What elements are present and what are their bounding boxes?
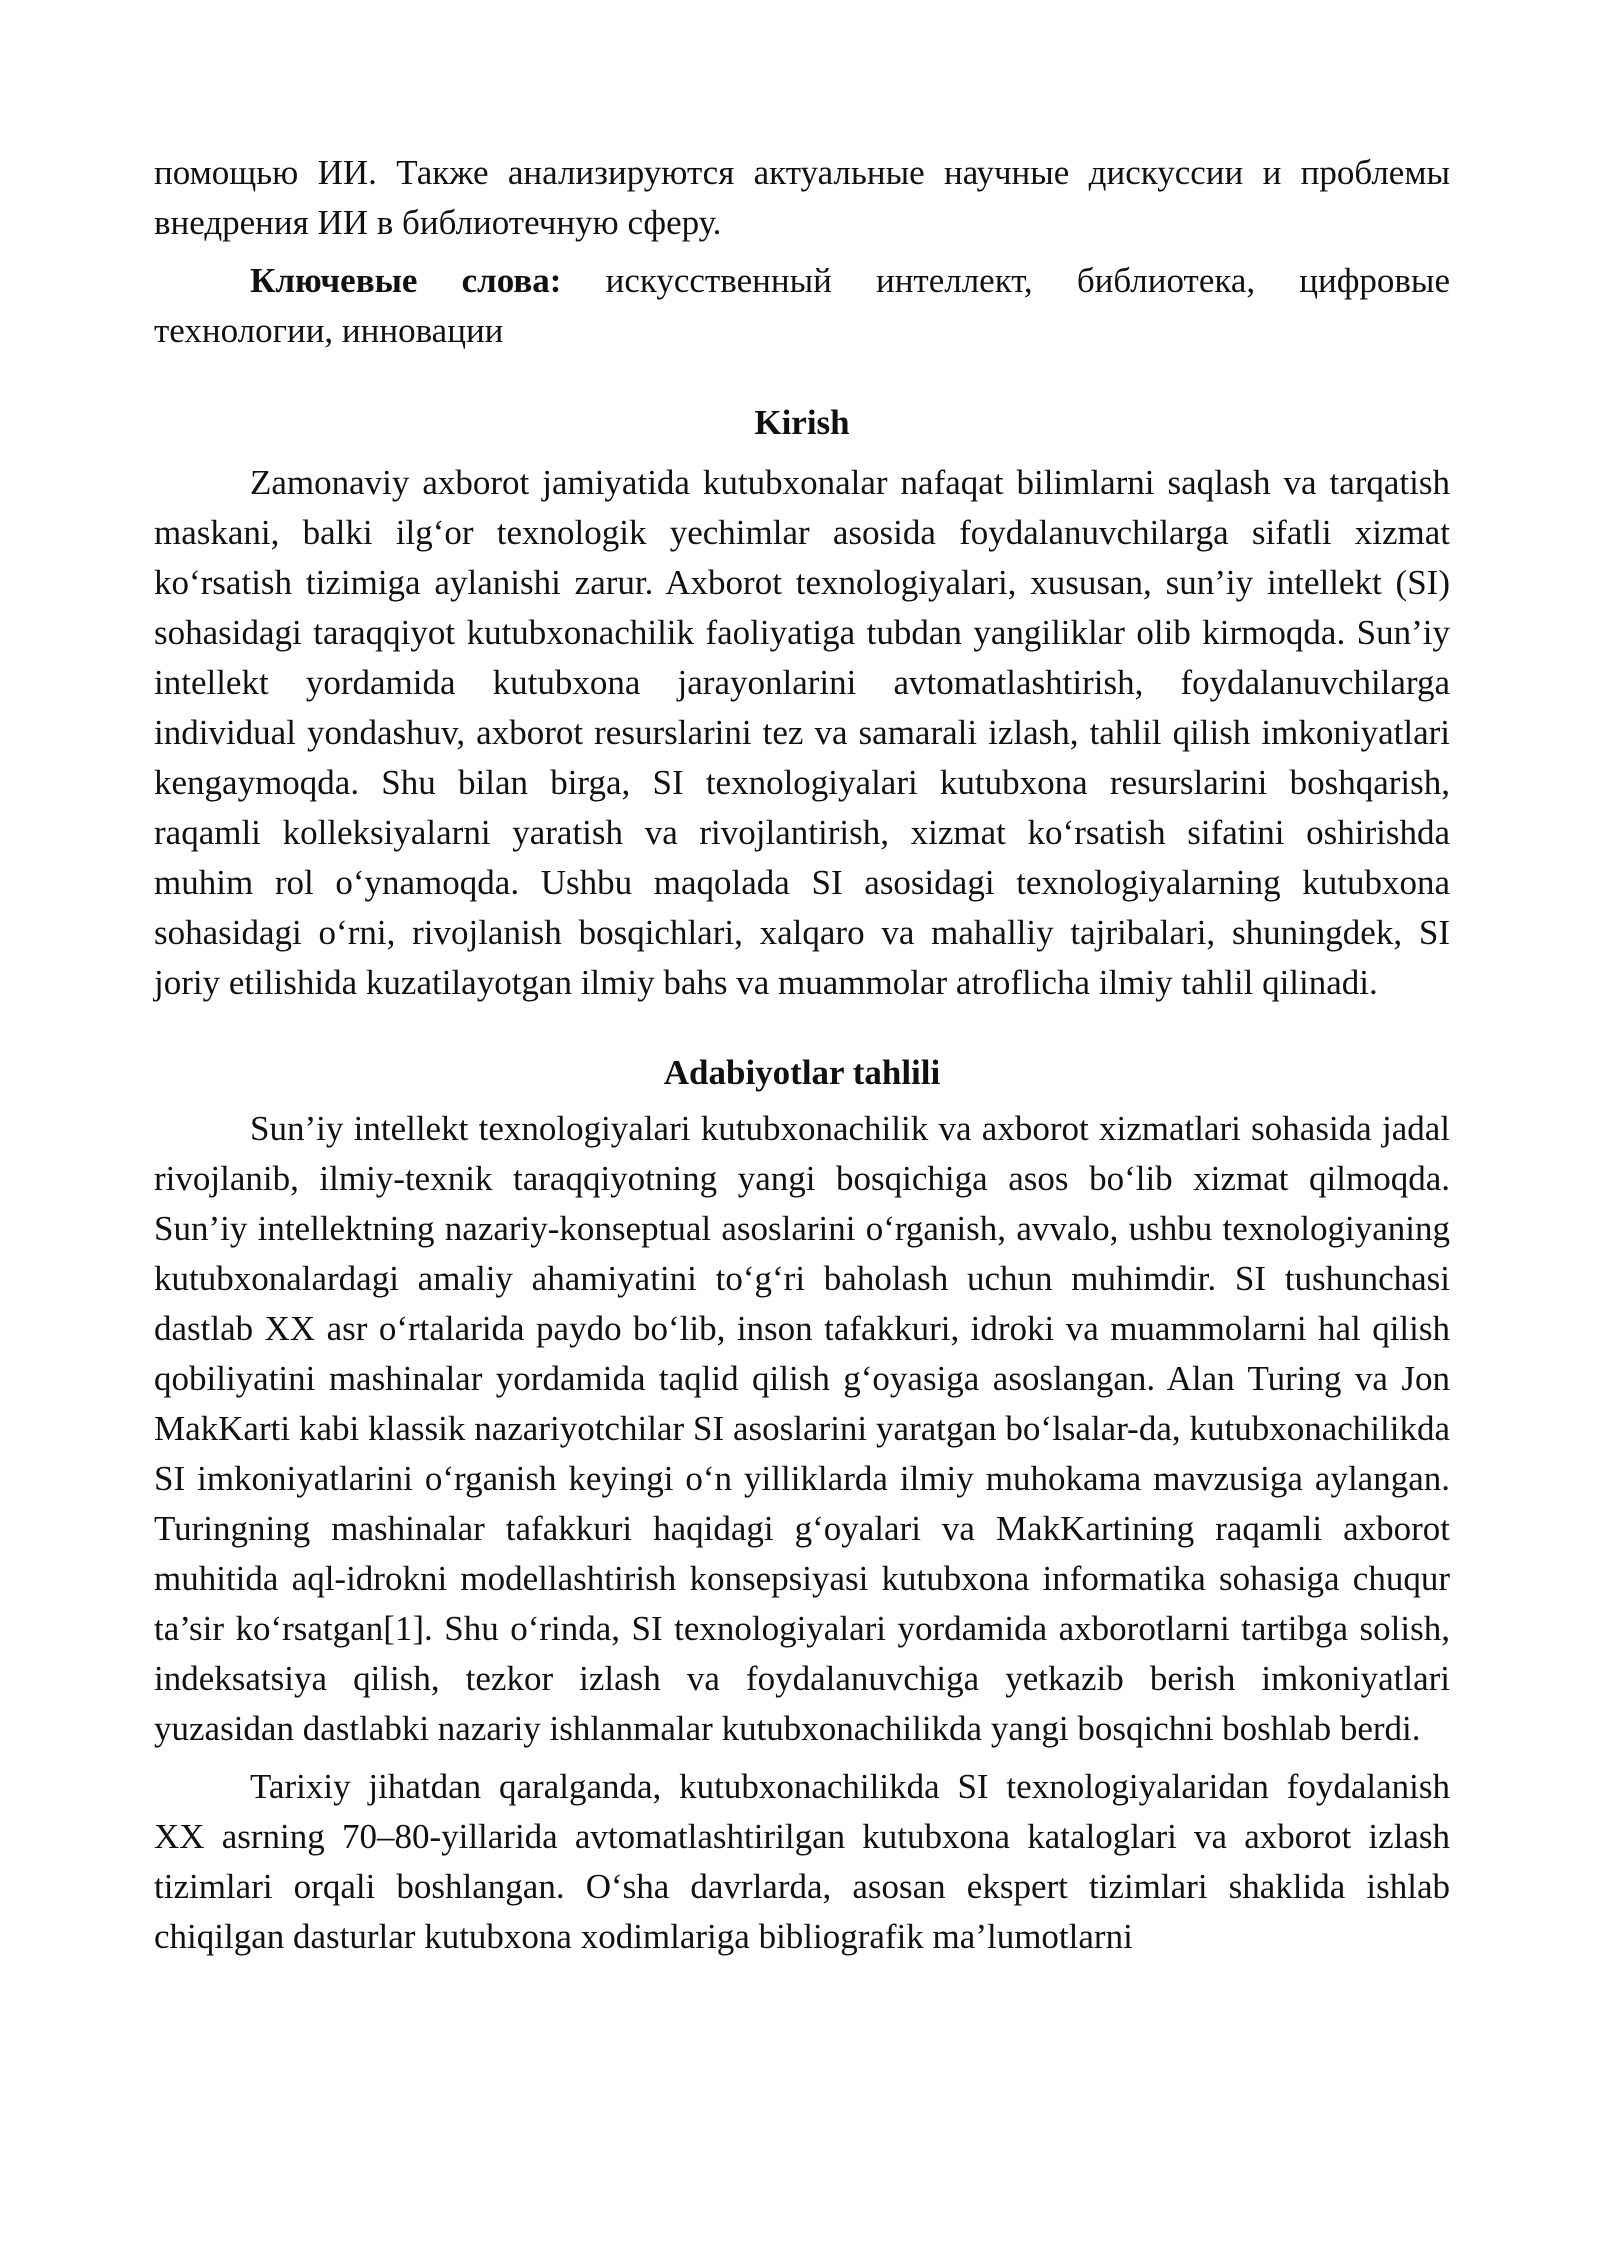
keywords-text: искусственный интеллект, библиотека, цифровые технологии, инновации: [154, 261, 1450, 350]
adabiyotlar-paragraph-2: Tarixiy jihatdan qaralganda, kutubxonachilikda SI texnologiyalaridan foydalanish XX asrning 70–80-yillarida avtomatlashtirilgan kutubxona kataloglari va axborot izlash tizimlari orqali boshlangan. O‘sha davrlarda, asosan ekspert tizimlari shaklida ishlab chiqilgan dasturlar kutubxona xodimlariga bibliografik ma’lumotlarni: [154, 1767, 1450, 1956]
abstract-tail-paragraph: помощью ИИ. Также анализируются актуальные научные дискуссии и проблемы внедрения ИИ в библиотечную сферу.: [154, 153, 1450, 242]
keywords-label: Ключевые слова:: [250, 261, 562, 300]
adabiyotlar-paragraph-1: Sun’iy intellekt texnologiyalari kutubxonachilik va axborot xizmatlari sohasida jadal rivojlanib, ilmiy-texnik taraqqiyotning yangi bosqichiga asos bo‘lib xizmat qilmoqda. Sun’iy intellektning nazariy-konseptual asoslarini o‘rganish, avvalo, ushbu texnologiyaning kutubxonalardagi amaliy ahamiyatini to‘g‘ri baholash uchun muhimdir. SI tushunchasi dastlab XX asr o‘rtalarida paydo bo‘lib, inson tafakkuri, idroki va muammolarni hal qilish qobiliyatini mashinalar yordamida taqlid qilish g‘oyasiga asoslangan. Alan Turing va Jon MakKarti kabi klassik nazariyotchilar SI asoslarini yaratgan bo‘lsalar-da, kutubxonachilikda SI imkoniyatlarini o‘rganish keyingi o‘n yilliklarda ilmiy muhokama mavzusiga aylangan. Turingning mashinalar tafakkuri haqidagi g‘oyalari va MakKartining raqamli axborot muhitida aql-idrokni modellashtirish konsepsiyasi kutubxona informatika sohasiga chuqur ta’sir ko‘rsatgan[1]. Shu o‘rinda, SI texnologiyalari yordamida axborotlarni tartibga solish, indeksatsiya qilish, tezkor izlash va foydalanuvchiga yetkazib berish imkoniyatlari yuzasidan dastlabki nazariy ishlanmalar kutubxonachilikda yangi bosqichni boshlab berdi.: [154, 1109, 1450, 1748]
kirish-paragraph: Zamonaviy axborot jamiyatida kutubxonalar nafaqat bilimlarni saqlash va tarqatish maskani, balki ilg‘or texnologik yechimlar asosida foydalanuvchilarga sifatli xizmat ko‘rsatish tizimiga aylanishi zarur. Axborot texnologiyalari, xususan, sun’iy intellekt (SI) sohasidagi taraqqiyot kutubxonachilik faoliyatiga tubdan yangiliklar olib kirmoqda. Sun’iy intellekt yordamida kutubxona jarayonlarini avtomatlashtirish, foydalanuvchilarga individual yondashuv, axborot resurslarini tez va samarali izlash, tahlil qilish imkoniyatlari kengaymoqda. Shu bilan birga, SI texnologiyalari kutubxona resurslarini boshqarish, raqamli kolleksiyalarni yaratish va rivojlantirish, xizmat ko‘rsatish sifatini oshirishda muhim rol o‘ynamoqda. Ushbu maqolada SI asosidagi texnologiyalarning kutubxona sohasidagi o‘rni, rivojlanish bosqichlari, xalqaro va mahalliy tajribalari, shuningdek, SI joriy etilishida kuzatilayotgan ilmiy bahs va muammolar atroflicha ilmiy tahlil qilinadi.: [154, 463, 1450, 1002]
keywords-paragraph: [154, 256, 1450, 356]
document-page: [154, 148, 1450, 1962]
section-heading-kirish: Kirish: [754, 403, 850, 442]
section-heading-adabiyotlar: Adabiyotlar tahlili: [663, 1053, 941, 1092]
